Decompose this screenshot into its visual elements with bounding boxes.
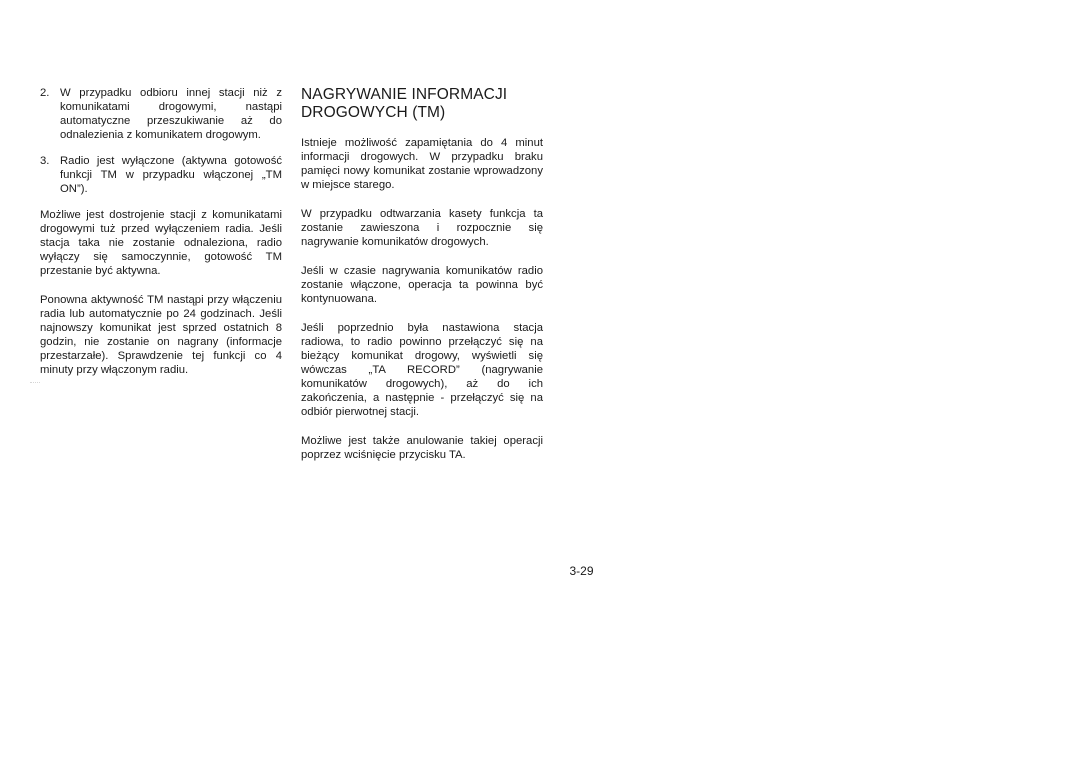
numbered-item [40, 154, 282, 196]
right-column [301, 86, 543, 477]
item-number: 3. [40, 155, 50, 167]
left-column [40, 86, 282, 392]
numbered-item [40, 86, 282, 142]
item-text: Radio jest wyłączone (aktywna gotowość funkcji TM w przypadku włączonej „TM ON”). [60, 155, 282, 195]
paragraph: Jeśli poprzednio była nastawiona stacja radiowa, to radio powinno przełączyć się na bieżący komunikat drogowy, wyświetli się wówczas „TA RECORD” (nagrywanie komunikatów drogowych), aż do ich zakończenia, a następnie - przełączyć się na odbiór pierwotnej stacji. [301, 322, 543, 418]
scan-artifact [30, 378, 40, 383]
paragraph: Możliwe jest dostrojenie stacji z komunikatami drogowymi tuż przed wyłączeniem radia. Jeśli stacja taka nie zostanie odnaleziona, radio wyłączy się samoczynnie, gotowość TM przestanie być aktywna. [40, 209, 282, 277]
paragraph: W przypadku odtwarzania kasety funkcja ta zostanie zawieszona i rozpocznie się nagrywanie komunikatów drogowych. [301, 208, 543, 248]
item-number: 2. [40, 87, 50, 99]
paragraph: Możliwe jest także anulowanie takiej operacji poprzez wciśnięcie przycisku TA. [301, 435, 543, 461]
paragraph: Jeśli w czasie nagrywania komunikatów radio zostanie włączone, operacja ta powinna być kontynuowana. [301, 265, 543, 305]
paragraph: Istnieje możliwość zapamiętania do 4 minut informacji drogowych. W przypadku braku pamięci nowy komunikat zostanie wprowadzony w miejsce starego. [301, 137, 543, 191]
section-heading: NAGRYWANIE INFORMACJI DROGOWYCH (TM) [301, 86, 508, 121]
paragraph: Ponowna aktywność TM nastąpi przy włączeniu radia lub automatycznie po 24 godzinach. Jeśli najnowszy komunikat jest sprzed ostatnich 8 godzin, nie zostanie on nagrany (informacje przestarzałe). Sprawdzenie tej funkcji co 4 minuty przy włączonym radiu. [40, 294, 282, 376]
page-number: 3-29 [569, 564, 594, 578]
item-text: W przypadku odbioru innej stacji niż z komunikatami drogowymi, nastąpi automatyczne przeszukiwanie aż do odnalezienia z komunikatem drogowym. [60, 87, 282, 141]
